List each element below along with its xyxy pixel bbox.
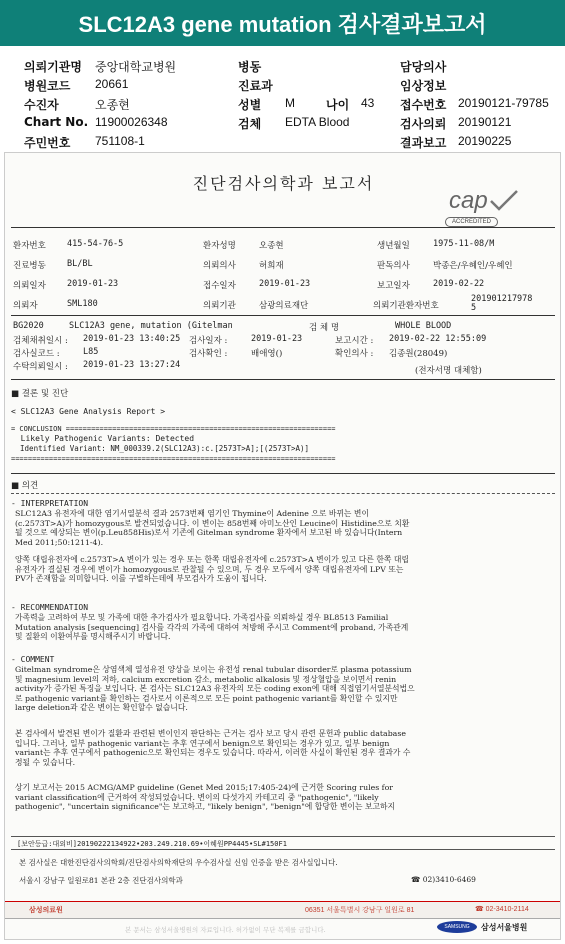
result-heading: ■ 결론 및 진단 [11, 389, 69, 399]
patient-value: 2019-02-22 [433, 279, 485, 289]
info-row [0, 113, 565, 132]
patient-label: 의뢰의사 [203, 261, 236, 271]
patient-label: 환자성명 [203, 241, 236, 251]
cap-accredited-label: ACCREDITED [445, 217, 498, 227]
spec-value: 김종원(28049) [389, 349, 448, 359]
comment-text-3: 상기 보고서는 2015 ACMG/AMP guideline (Genet Med 2015;17:405-24)에 근거한 Scoring rules for variant classification에 근거하여 작성되었습니다. 변이의 다섯가지 카테고리 중 "pathogenic", "likely pathogenic", "uncertain significance"는 보고하고, "likely benign", "benign"에 합당한 변이는 보고하지 [15, 783, 396, 812]
recommendation-heading: - RECOMMENDATION [11, 603, 89, 612]
patient-label: 보고일자 [377, 281, 410, 291]
patient-label: 의뢰일자 [13, 281, 46, 291]
patient-value: SML180 [67, 299, 98, 309]
patient-value: 415-54-76-5 [67, 239, 124, 249]
conclusion-line-2: Identified Variant: NM_000339.2(SLC12A3):c.[2573T>A];[(2573T>A)] [11, 444, 310, 453]
label-resident-number: 주민번호 [24, 136, 71, 150]
security-line: [보안등급:대외비]20190222134922•203.249.210.69•이혜원PP4445•SL#150F1 [17, 840, 287, 848]
label-specimen: 검체 [238, 117, 262, 131]
spec-label: 검체채취일시 : [13, 336, 68, 346]
footer-notice: 본 문서는 삼성서울병원의 자료입니다. 허가없이 무단 복제를 금합니다. [125, 926, 326, 934]
divider [11, 493, 555, 494]
conclusion-end: ============================================================================= [11, 455, 336, 463]
label-hospital-code: 병원코드 [24, 79, 71, 93]
label-attending-physician: 담당의사 [400, 60, 447, 74]
spec-value: 2019-01-23 [251, 334, 303, 344]
value-patient: 오종현 [95, 98, 130, 112]
lab-address: 서울시 강남구 일원로81 본관 2층 진단검사의학과 [19, 876, 183, 885]
value-accession-number: 20190121-79785 [458, 96, 549, 110]
patient-value: 허희재 [259, 261, 284, 271]
divider [11, 227, 555, 228]
label-department: 진료과 [238, 79, 273, 93]
patient-value: 박종은/우혜인/우혜인 [433, 261, 513, 271]
patient-label: 의뢰기관 [203, 301, 236, 311]
label-request-date: 검사의뢰 [400, 117, 447, 131]
spec-value: 배애영() [251, 349, 283, 359]
label-patient: 수진자 [24, 98, 59, 112]
spec-label: 확인의사 : [335, 349, 374, 359]
value-hospital-code: 20661 [95, 77, 129, 91]
opinion-heading: ■ 의견 [11, 481, 39, 491]
spec-label: 검사일자 : [189, 336, 228, 346]
value-requesting-institution: 중앙대학교병원 [95, 60, 177, 74]
label-chart-no: Chart No. [24, 115, 89, 129]
label-age: 나이 [326, 98, 350, 112]
report-title: SLC12A3 gene mutation 검사결과보고서 [78, 11, 487, 37]
test-name: SLC12A3 gene, mutation (Gitelman [69, 321, 233, 331]
spec-label: 보고시간 : [335, 336, 374, 346]
info-row [0, 75, 565, 94]
value-request-date: 20190121 [458, 115, 512, 129]
value-sex: M [285, 96, 295, 110]
label-clinical-info: 임상정보 [400, 79, 447, 93]
interpretation-text: SLC12A3 유전자에 대한 염기서열분석 결과 2573번째 염기인 Thymine이 Adenine 으로 바뀌는 변이(c.2573T>A)가 homozygous로 발견되었습니다. 이 변이는 858번째 아미노산인 Leucine이 Histidine으로 치환될 것으로 예상되는 변이(p.Leu858His)로서 기존에 Gitelman syndrome 환자에서 보고된 바 있습니다(Intern Med 2011;50:1211-4). [15, 509, 410, 547]
comment-heading: - COMMENT [11, 655, 55, 664]
patient-label: 의뢰기관환자번호 [373, 301, 439, 311]
spec-value: 2019-02-22 12:55:09 [389, 334, 487, 344]
patient-value: BL/BL [67, 259, 93, 269]
report-header [0, 0, 565, 46]
value-report-date: 20190225 [458, 134, 512, 148]
patient-value: 2019-01-23 [67, 279, 119, 289]
value-age: 43 [361, 96, 375, 110]
spec-value: 2019-01-23 13:40:25 [83, 334, 181, 344]
patient-label: 의뢰자 [13, 301, 38, 311]
label-requesting-institution: 의뢰기관명 [24, 60, 82, 74]
label-ward: 병동 [238, 60, 262, 74]
test-code: BG2020 [13, 321, 44, 331]
label-report-date: 결과보고 [400, 136, 447, 150]
spec-value: 2019-01-23 13:27:24 [83, 360, 181, 370]
patient-label: 환자번호 [13, 241, 46, 251]
analysis-report-title: < SLC12A3 Gene Analysis Report > [11, 407, 166, 416]
samsung-logo: SAMSUNG [437, 921, 477, 933]
checkmark-icon [489, 189, 519, 211]
spec-label: 검사실코드 : [13, 349, 60, 359]
conclusion-line-1: Likely Pathogenic Variants: Detected [11, 434, 195, 443]
cap-logo-word: cap [449, 187, 488, 214]
comment-text: Gitelman syndrome은 상염색체 열성유전 양상을 보이는 유전성 renal tubular disorder로 plasma potassium 및 magnesium level의 저하, calcium excretion 감소, metabolic alkalosis 및 정상혈압을 보이면서 renin activity가 증가된 특징을 보입니다. 본 검사는 SLC12A3 유전자의 모든 coding exon에 대해 직접염기서열분석법으로 pathogenic variant를 확인하는 검사로서 이론적으로 모든 point pathogenic variant를 확인할 수 있지만 large deletion과 같은 변이는 확인할수 없습니다. [15, 665, 415, 713]
spec-value: L85 [83, 347, 99, 357]
patient-label: 생년월일 [377, 241, 410, 251]
interpretation-text-2: 양쪽 대립유전자에 c.2573T>A 변이가 있는 경우 또는 한쪽 대립유전자에 c.2573T>A 변이가 있고 다른 한쪽 대립유전자가 결실된 경우에 변이가 homozygous로 관찰될 수 있으며, 두 경우 모두에서 양쪽 대립유전자에 LPV 또는 PV가 존재함을 의미합니다. 이를 구별하는데에 부모검사가 도움이 됩니다. [15, 555, 409, 584]
info-row [0, 132, 565, 151]
scanned-report [4, 152, 561, 940]
info-row [0, 56, 565, 75]
value-resident-number: 751108-1 [95, 134, 145, 148]
value-specimen: EDTA Blood [285, 115, 350, 129]
patient-value: 1975-11-08/M [433, 239, 495, 249]
comment-text-2: 본 검사에서 발견된 변이가 질환과 관련된 변이인지 판단하는 근거는 검사 보고 당시 관련 문헌과 public database 입니다. 그러나, 일부 pathogenic variant는 추후 연구에서 benign으로 확인되는 경우가 있고, 일부 benign variant는 추후 연구에서 pathogenic으로 확인되는 경우도 있습니다. 따라서, 이러한 사실이 확인된 경우 결과가 수정될 수 있습니다. [15, 729, 411, 767]
patient-value: 오종현 [259, 241, 284, 251]
patient-label: 진료병동 [13, 261, 46, 271]
patient-label: 접수일자 [203, 281, 236, 291]
patient-label: 판독의사 [377, 261, 410, 271]
hospital-footer-band [5, 901, 561, 919]
patient-value: 삼광의료재단 [259, 301, 309, 311]
footer-hospital-name: 삼성의료원 [29, 907, 63, 914]
label-accession-number: 접수번호 [400, 98, 447, 112]
divider [11, 379, 555, 380]
samsung-hospital-name: 삼성서울병원 [481, 922, 528, 932]
interpretation-heading: - INTERPRETATION [11, 499, 89, 508]
cap-accredited-logo [445, 187, 523, 231]
label-sex: 성별 [238, 98, 262, 112]
lab-phone: ☎ 02)3410-6469 [411, 875, 476, 884]
scan-title: 진단검사의학과 보고서 [192, 174, 375, 193]
patient-value: 2019-01-23 [259, 279, 311, 289]
recommendation-text: 가족력을 고려하여 부모 및 가족에 대한 추가검사가 필요합니다. 가족검사를 의뢰하실 경우 BL8513 Familial Mutation analysis [sequencing] 검사를 각각의 가족에 대하여 처방해 주시고 Comment에 proband, 가족관계 및 질환의 이환여부를 명시해주시기 바랍니다. [15, 613, 409, 642]
footer-address: 06351 서울특별시 강남구 일원로 81 [305, 907, 415, 914]
footer-phone: ☎ 02-3410-2114 [475, 906, 529, 913]
security-line-box [11, 836, 555, 850]
specimen-label: 검 체 명 [309, 323, 340, 333]
divider [11, 473, 555, 474]
conclusion-heading: = CONCLUSION ================================================================ [11, 425, 336, 433]
value-chart-no: 11900026348 [95, 115, 168, 129]
info-row [0, 94, 565, 113]
divider [11, 315, 555, 316]
spec-label: 검사확인 : [189, 349, 228, 359]
spec-label: 수탁의뢰일시 : [13, 362, 68, 372]
patient-value: 201901217978 5 [471, 294, 533, 313]
specimen-value: WHOLE BLOOD [395, 321, 452, 331]
e-signature-note: (전자서명 대체함) [415, 366, 482, 376]
certification-text: 본 검사실은 대한진단검사의학회/진단검사의학재단의 우수검사실 신임 인증을 받은 검사실입니다. [19, 858, 338, 867]
